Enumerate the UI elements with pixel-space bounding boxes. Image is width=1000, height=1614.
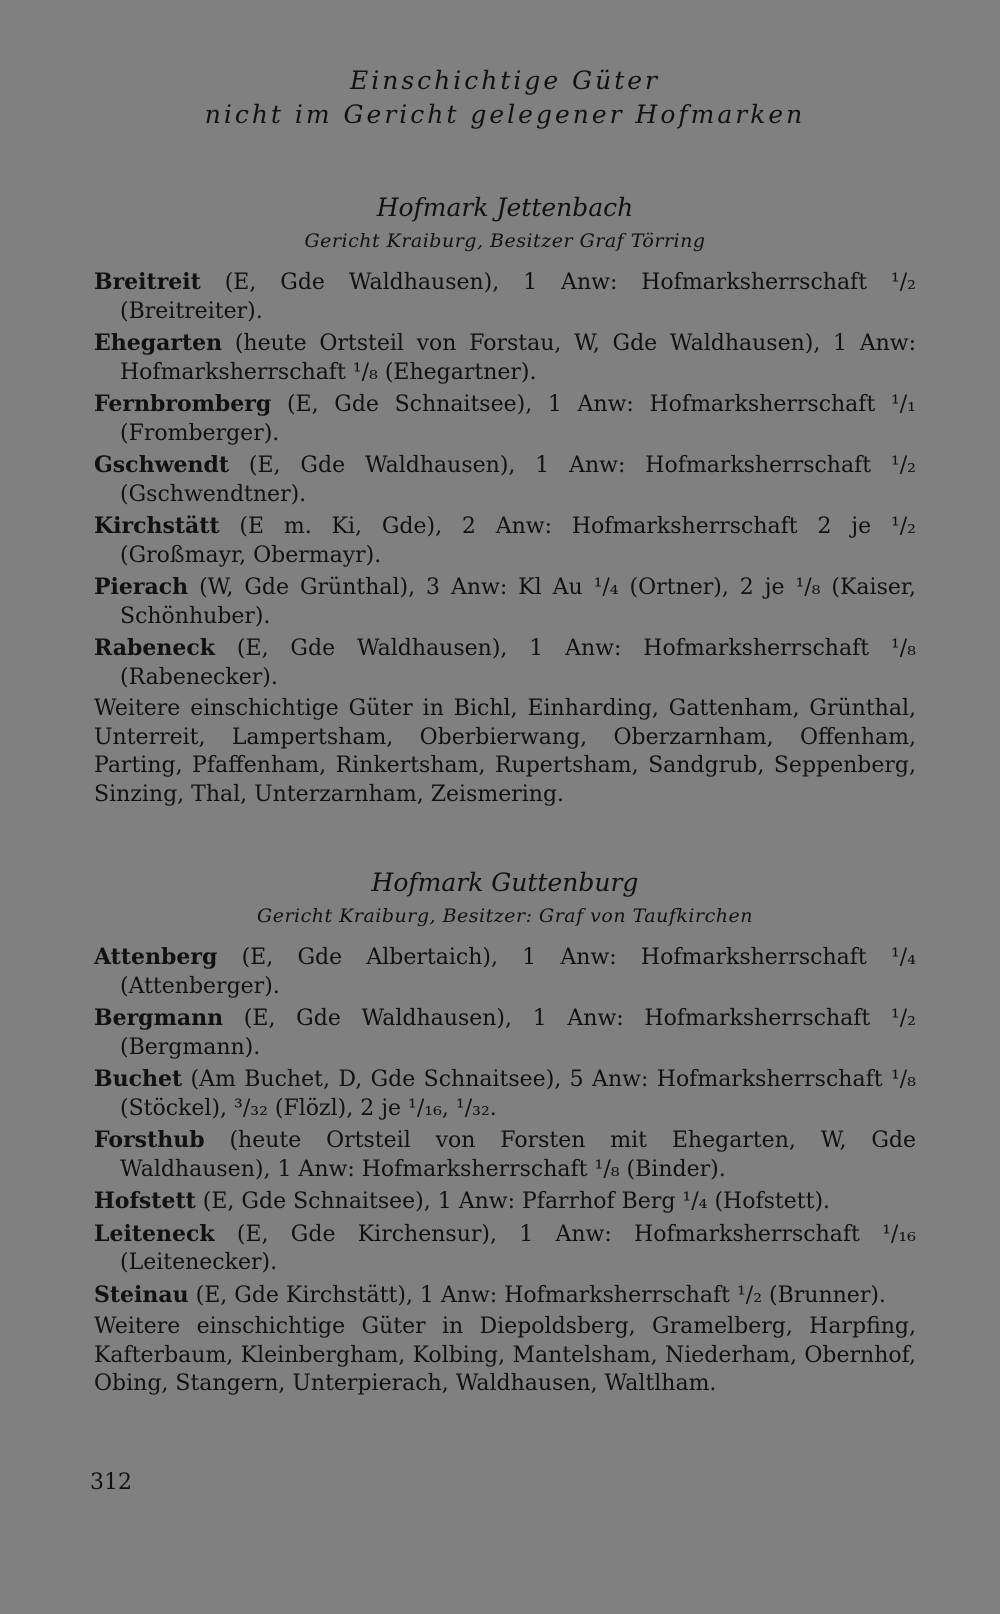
section-jettenbach: [94, 192, 916, 809]
list-item: [94, 1126, 916, 1184]
place-name: Attenberg: [94, 944, 218, 970]
section-title: Hofmark Guttenburg: [371, 868, 639, 897]
main-heading: [94, 64, 916, 132]
place-name: Breitreit: [94, 269, 201, 295]
list-item: [94, 390, 916, 448]
section-subtitle: Gericht Kraiburg, Besitzer Graf Törring: [304, 230, 706, 252]
entry-text: (Am Buchet, D, Gde Schnaitsee), 5 Anw: Hofmarksherrschaft ¹/₈ (Stöckel), ³/₃₂ (Flözl), 2 je ¹/₁₆, ¹/₃₂.: [120, 1067, 916, 1121]
main-heading-line-2: nicht im Gericht gelegener Hofmarken: [204, 100, 806, 129]
entry-text: (E, Gde Kirchensur), 1 Anw: Hofmarksherrschaft ¹/₁₆ (Leitenecker).: [120, 1221, 916, 1275]
list-item: [94, 268, 916, 326]
list-item: [94, 1281, 916, 1311]
place-name: Leiteneck: [94, 1220, 215, 1247]
entry-list: [94, 943, 916, 1310]
list-item: [94, 451, 916, 509]
main-heading-line-1: Einschichtige Güter: [349, 66, 661, 95]
entry-text: (E, Gde Waldhausen), 1 Anw: Hofmarksherrschaft ¹/₂ (Breitreiter).: [120, 270, 916, 324]
entry-text: (E, Gde Waldhausen), 1 Anw: Hofmarksherrschaft ¹/₂ (Gschwendtner).: [120, 453, 916, 507]
section-subtitle: Gericht Kraiburg, Besitzer: Graf von Taufkirchen: [257, 905, 753, 927]
entry-text: (E, Gde Waldhausen), 1 Anw: Hofmarksherrschaft ¹/₂ (Bergmann).: [120, 1006, 916, 1060]
further-goods-paragraph: Weitere einschichtige Güter in Bichl, Einharding, Gattenham, Grünthal, Unterreit, Lampertsham, Oberbierwang, Oberzarnham, Offenham, Parting, Pfaffenham, Rinkertsham, Rupertsham, Sandgrub, Seppenberg, Sinzing, Thal, Unterzarnham, Zeismering.: [94, 696, 916, 807]
list-item: [94, 329, 916, 387]
place-name: Hofstett: [94, 1188, 196, 1214]
place-name: Fernbromberg: [94, 391, 272, 417]
place-name: Gschwendt: [94, 452, 230, 478]
entry-text: (E, Gde Schnaitsee), 1 Anw: Pfarrhof Berg ¹/₄ (Hofstett).: [195, 1189, 831, 1214]
place-name: Buchet: [94, 1066, 183, 1092]
entry-text: (E, Gde Waldhausen), 1 Anw: Hofmarksherrschaft ¹/₈ (Rabenecker).: [120, 636, 916, 690]
entry-text: (E, Gde Kirchstätt), 1 Anw: Hofmarksherrschaft ¹/₂ (Brunner).: [188, 1282, 886, 1308]
place-name: Steinau: [94, 1281, 189, 1308]
list-item: [94, 1065, 916, 1123]
place-name: Rabeneck: [94, 635, 216, 661]
entry-text: (W, Gde Grünthal), 3 Anw: Kl Au ¹/₄ (Ortner), 2 je ¹/₈ (Kaiser, Schönhuber).: [120, 575, 916, 629]
page-content: [94, 64, 916, 1421]
entry-text: (E, Gde Schnaitsee), 1 Anw: Hofmarksherrschaft ¹/₁ (Fromberger).: [120, 392, 916, 446]
section-title: Hofmark Jettenbach: [376, 193, 634, 222]
place-name: Bergmann: [94, 1005, 224, 1031]
section-guttenburg: [94, 867, 916, 1399]
place-name: Forsthub: [94, 1127, 205, 1153]
entry-text: (heute Ortsteil von Forstau, W, Gde Waldhausen), 1 Anw: Hofmarksherrschaft ¹/₈ (Ehegartner).: [120, 331, 916, 385]
further-goods-paragraph: Weitere einschichtige Güter in Diepoldsberg, Gramelberg, Harpfing, Kafterbaum, Kleinbergham, Kolbing, Mantelsham, Niederham, Obernhof, Obing, Stangern, Unterpierach, Waldhausen, Waltlham.: [94, 1314, 916, 1396]
entry-text: (E m. Ki, Gde), 2 Anw: Hofmarksherrschaft 2 je ¹/₂ (Großmayr, Obermayr).: [120, 514, 916, 568]
list-item: [94, 1004, 916, 1062]
list-item: [94, 1220, 916, 1278]
place-name: Ehegarten: [94, 330, 223, 356]
list-item: [94, 943, 916, 1001]
entry-text: (E, Gde Albertaich), 1 Anw: Hofmarksherrschaft ¹/₄ (Attenberger).: [120, 945, 916, 999]
list-item: [94, 573, 916, 631]
list-item: [94, 634, 916, 692]
list-item: [94, 1187, 916, 1217]
entry-text: (heute Ortsteil von Forsten mit Ehegarten, W, Gde Waldhausen), 1 Anw: Hofmarksherrschaft ¹/₈ (Binder).: [120, 1128, 916, 1182]
place-name: Pierach: [94, 574, 189, 600]
entry-list: [94, 268, 916, 692]
page-number: 312: [90, 1470, 132, 1495]
place-name: Kirchstätt: [94, 513, 220, 539]
list-item: [94, 512, 916, 570]
